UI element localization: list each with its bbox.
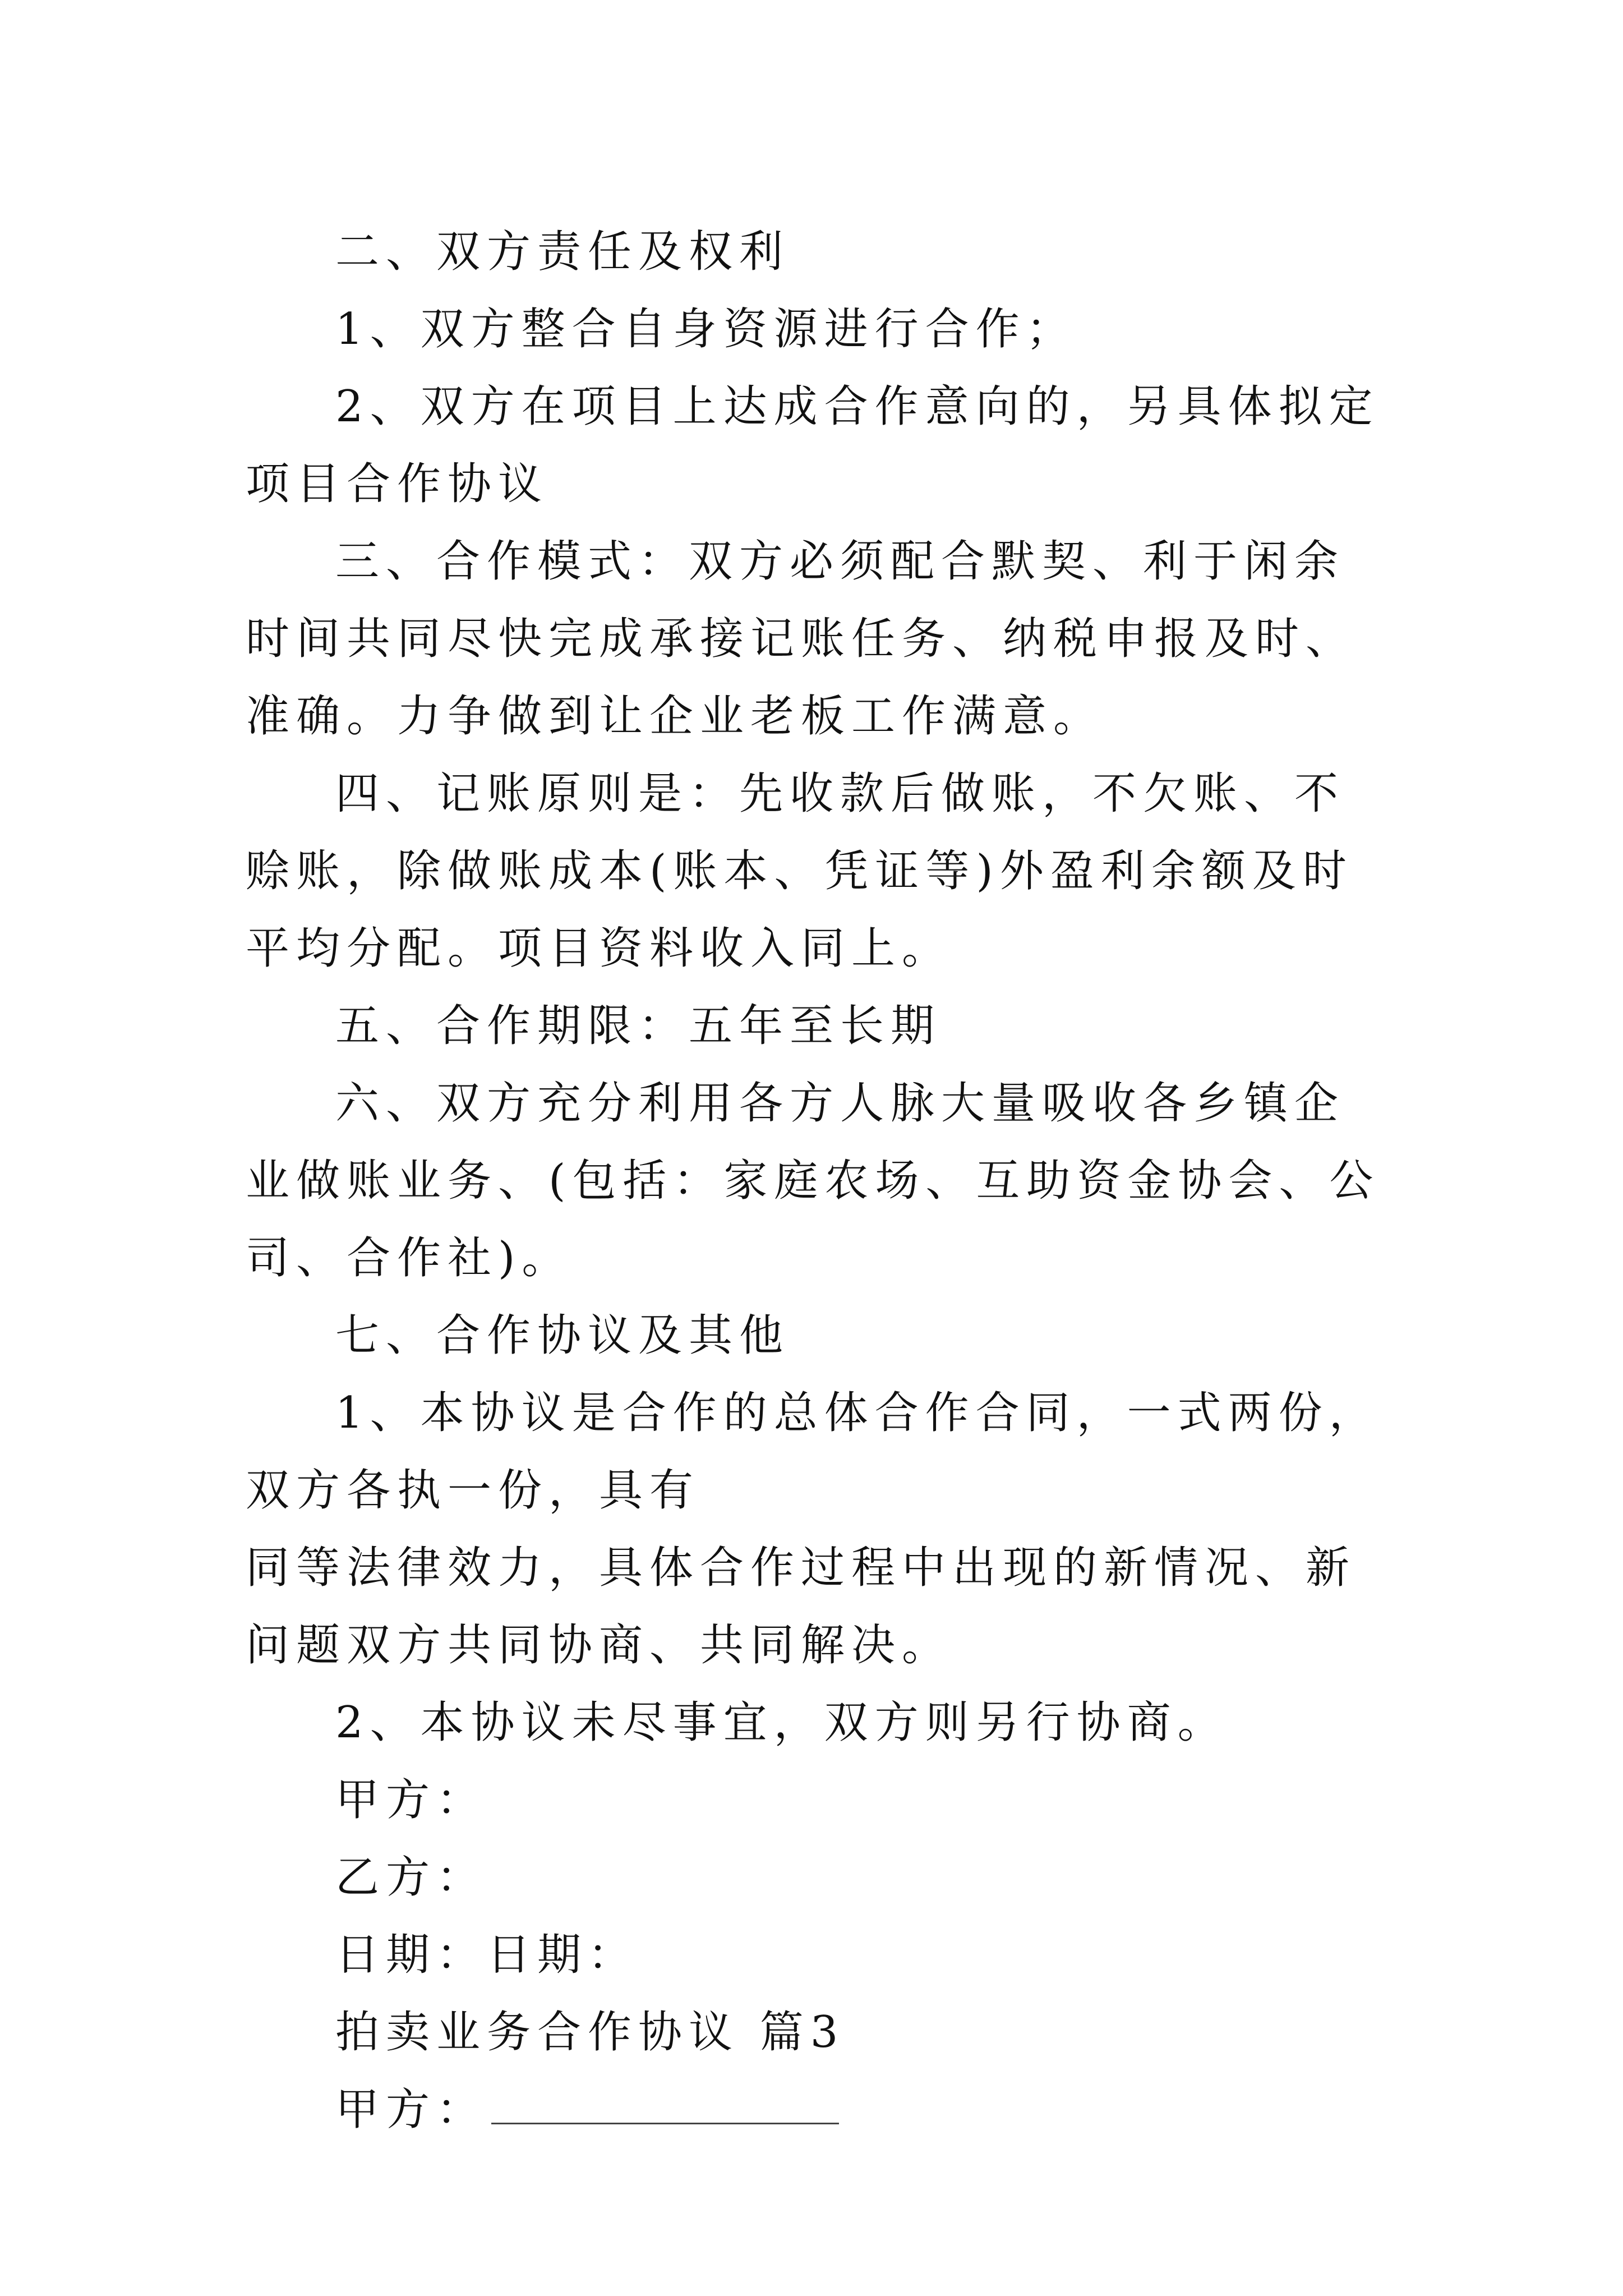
section-bookkeeping-principles: 四、记账原则是：先收款后做账，不欠账、不赊账，除做账成本(账本、凭证等)外盈利余额及时平均分配。项目资料收入同上。 xyxy=(246,769,1353,974)
signature-party-a: 甲方： xyxy=(335,1775,487,1825)
clause-1-resources: 1、双方整合自身资源进行合作； xyxy=(335,304,1077,355)
party-a-line xyxy=(246,2071,1390,2148)
section-cooperation-term: 五、合作期限：五年至长期 xyxy=(335,1001,942,1051)
signature-dates: 日期：日期： xyxy=(335,1930,639,1980)
next-document-title: 拍卖业务合作协议 篇3 xyxy=(335,2007,845,2058)
document-body xyxy=(246,213,1390,2148)
section-agreement-other: 七、合作协议及其他 xyxy=(335,1310,790,1361)
party-a-blank xyxy=(491,2083,839,2124)
section-client-acquisition: 六、双方充分利用各方人脉大量吸收各乡镇企业做账业务、(包括：家庭农场、互助资金协会、公司、合作社)。 xyxy=(246,1078,1380,1283)
clause-1-legal-effect: 同等法律效力，具体合作过程中出现的新情况、新问题双方共同协商、共同解决。 xyxy=(246,1543,1357,1671)
clause-2-matters-not-covered: 2、本协议未尽事宜，双方则另行协商。 xyxy=(335,1697,1228,1748)
section-cooperation-mode: 三、合作模式：双方必须配合默契、利于闲余时间共同尽快完成承接记账任务、纳税申报及时、准确。力争做到让企业老板工作满意。 xyxy=(246,536,1357,742)
signature-party-b: 乙方： xyxy=(335,1852,487,1903)
clause-1-copies: 1、本协议是合作的总体合作合同，一式两份，双方各执一份，具有 xyxy=(246,1388,1380,1516)
party-a-label: 甲方： xyxy=(335,2085,487,2135)
clause-2-project-agreement: 2、双方在项目上达成合作意向的，另具体拟定项目合作协议 xyxy=(246,381,1380,509)
section-heading-responsibilities: 二、双方责任及权利 xyxy=(335,227,790,277)
